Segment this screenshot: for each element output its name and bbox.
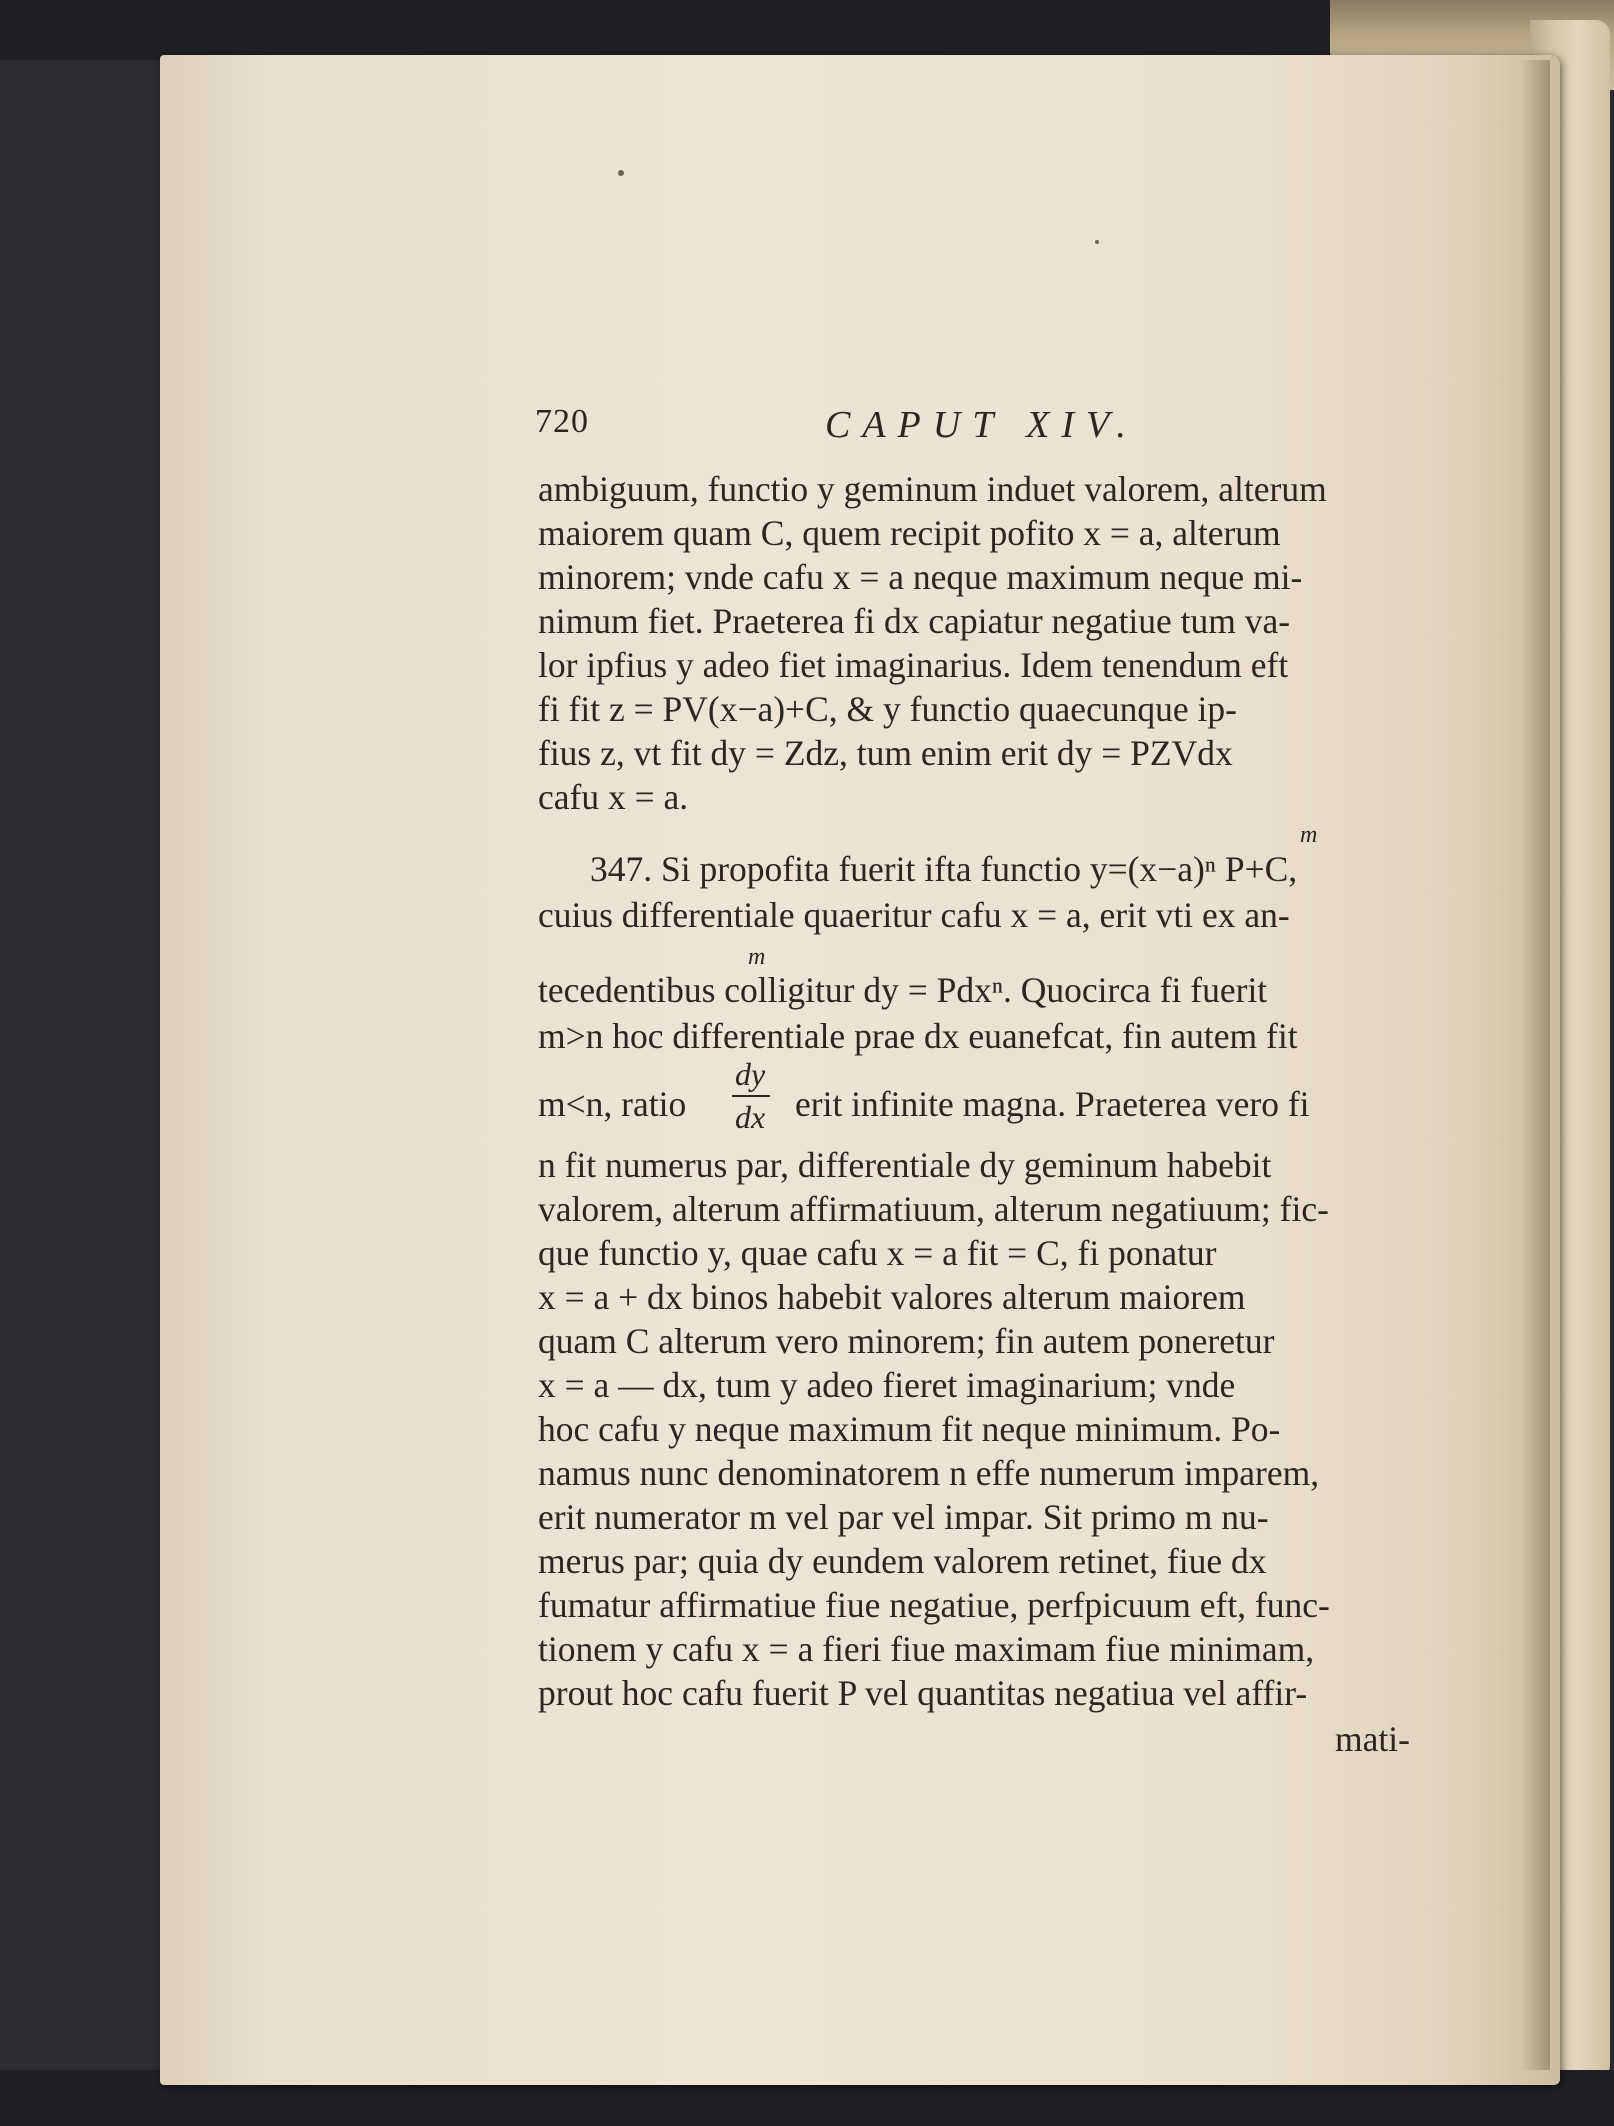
section-347-line: 347. Si propofita fuerit ifta functio y=(x−a)ⁿ P+C, xyxy=(590,849,1298,889)
section-347-line: tecedentibus colligitur dy = Pdxⁿ. Quocirca fi fuerit xyxy=(538,970,1268,1010)
text-line: x = a — dx, tum y adeo fieret imaginarium; vnde xyxy=(538,1365,1236,1405)
page-header xyxy=(535,403,1235,453)
text-line: ambiguum, functio y geminum induet valorem, alterum xyxy=(538,469,1327,509)
text-line: fi fit z = PV(x−a)+C, & y functio quaecunque ip- xyxy=(538,689,1237,729)
background-left xyxy=(0,0,160,2126)
text-line: hoc cafu y neque maximum fit neque minimum. Po- xyxy=(538,1409,1281,1449)
text-line: maiorem quam C, quem recipit pofito x = a, alterum xyxy=(538,513,1281,553)
text-line: minorem; vnde cafu x = a neque maximum neque mi- xyxy=(538,557,1303,597)
book-page xyxy=(160,55,1560,2085)
text-line: quam C alterum vero minorem; fin autem poneretur xyxy=(538,1321,1275,1361)
text-line: fumatur affirmatiue fiue negatiue, perfpicuum eft, func- xyxy=(538,1585,1330,1625)
text-line: merus par; quia dy eundem valorem retinet, fiue dx xyxy=(538,1541,1267,1581)
section-347-line: erit infinite magna. Praeterea vero fi xyxy=(795,1084,1310,1124)
fraction-denominator: dx xyxy=(735,1099,766,1135)
text-line: cafu x = a. xyxy=(538,777,689,817)
text-line: valorem, alterum affirmatiuum, alterum negatiuum; fic- xyxy=(538,1189,1329,1229)
text-line: nimum fiet. Praeterea fi dx capiatur negatiue tum va- xyxy=(538,601,1291,641)
exponent-m: m xyxy=(748,944,766,970)
text-line: lor ipfius y adeo fiet imaginarius. Idem tenendum eft xyxy=(538,645,1289,685)
text-line: fius z, vt fit dy = Zdz, tum enim erit dy = PZVdx xyxy=(538,733,1233,773)
exponent-m: m xyxy=(1300,822,1318,848)
section-347-line: m<n, ratio xyxy=(538,1084,687,1124)
text-line: namus nunc denominatorem n effe numerum imparem, xyxy=(538,1453,1320,1493)
section-347-line: m>n hoc differentiale prae dx euanefcat, fin autem fit xyxy=(538,1016,1298,1056)
catchword: mati- xyxy=(1335,1719,1410,1759)
text-line: prout hoc cafu fuerit P vel quantitas negatiua vel affir- xyxy=(538,1673,1308,1713)
text-line: n fit numerus par, differentiale dy geminum habebit xyxy=(538,1145,1272,1185)
text-line: tionem y cafu x = a fieri fiue maximam fiue minimam, xyxy=(538,1629,1315,1669)
text-line: que functio y, quae cafu x = a fit = C, fi ponatur xyxy=(538,1233,1217,1273)
paper-speck xyxy=(618,170,624,176)
page-number: 720 xyxy=(535,403,589,440)
page-gutter-shadow xyxy=(1520,60,1550,2070)
text-line: erit numerator m vel par vel impar. Sit primo m nu- xyxy=(538,1497,1269,1537)
text-line: x = a + dx binos habebit valores alterum maiorem xyxy=(538,1277,1246,1317)
fraction-bar xyxy=(732,1095,770,1097)
section-347-line: cuius differentiale quaeritur cafu x = a, erit vti ex an- xyxy=(538,895,1290,935)
running-title: CAPUT XIV. xyxy=(825,404,1138,446)
fraction-numerator: dy xyxy=(735,1056,766,1092)
paper-speck xyxy=(1095,240,1099,244)
